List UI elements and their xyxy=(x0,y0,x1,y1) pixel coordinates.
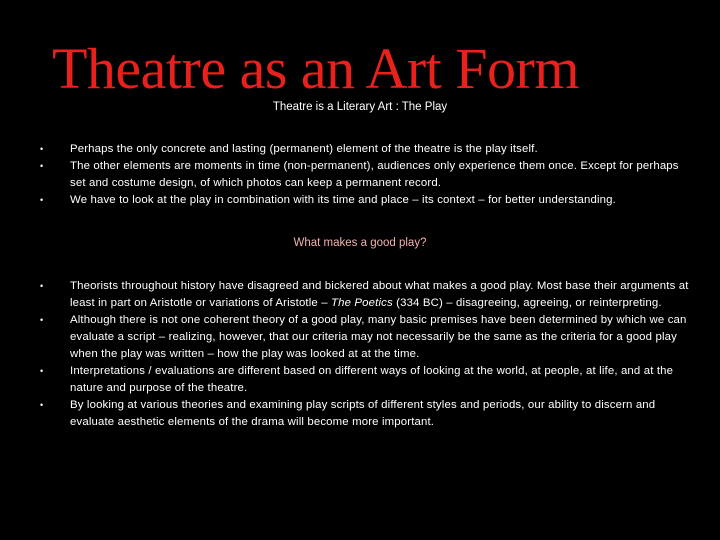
list-item xyxy=(40,397,690,431)
bullet-list-play xyxy=(40,141,690,209)
list-item-text: Interpretations / evaluations are different based on different ways of looking at the world, at people, at life, and at the nature and purpose of the theatre. xyxy=(70,365,674,394)
list-item-text: Perhaps the only concrete and lasting (permanent) element of the theatre is the play itself. xyxy=(70,143,538,155)
list-item-text: Although there is not one coherent theory of a good play, many basic premises have been determined by which we can evaluate a script – realizing, however, that our criteria may not necessarily be the same as the criteria for a good play when the play was written – how the play was looked at at the time. xyxy=(70,314,687,360)
list-item-text: By looking at various theories and examining play scripts of different styles and periods, our ability to discern and evaluate aesthetic elements of the drama will become more important. xyxy=(70,399,656,428)
bullet-icon: • xyxy=(40,281,44,291)
list-item-text: We have to look at the play in combination with its time and place – its context – for better understanding. xyxy=(70,194,616,206)
list-item-text xyxy=(70,280,689,309)
bullet-list-good-play xyxy=(40,278,690,431)
list-item xyxy=(40,363,690,397)
list-item xyxy=(40,278,690,312)
list-item-text: The other elements are moments in time (non-permanent), audiences only experience them once. Except for perhaps set and costume design, of which photos can keep a permanent record. xyxy=(70,160,679,189)
list-item-text-pre: Theorists throughout history have disagreed and bickered about what makes a good play. Most base their arguments at least in part on Aristotle or variations of Aristotle – xyxy=(70,280,689,309)
section-heading: What makes a good play? xyxy=(293,237,427,249)
bullet-icon: • xyxy=(40,144,44,154)
bullet-icon: • xyxy=(40,195,44,205)
list-item xyxy=(40,158,690,192)
book-title: The Poetics xyxy=(331,297,393,309)
slide-subtitle: Theatre is a Literary Art : The Play xyxy=(272,101,448,113)
bullet-icon: • xyxy=(40,161,44,171)
bullet-icon: • xyxy=(40,366,44,376)
list-item-text-post: (334 BC) – disagreeing, agreeing, or reinterpreting. xyxy=(392,297,662,309)
bullet-icon: • xyxy=(40,400,44,410)
list-item xyxy=(40,312,690,363)
list-item xyxy=(40,141,690,158)
list-item xyxy=(40,192,690,209)
slide-title: Theatre as an Art Form xyxy=(52,36,579,101)
bullet-icon: • xyxy=(40,315,44,325)
